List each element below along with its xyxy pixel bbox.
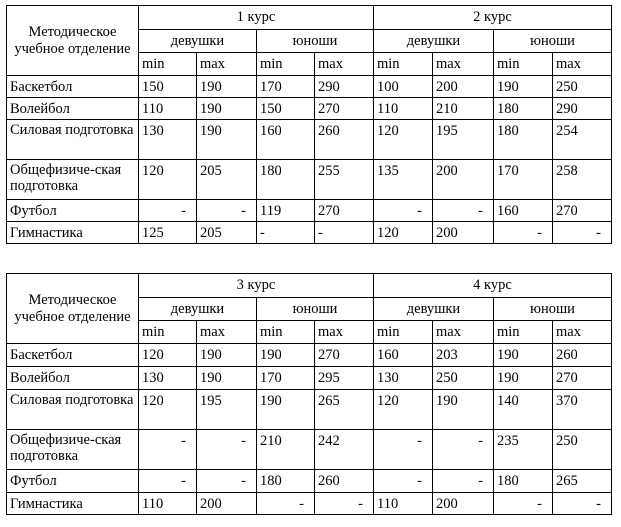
value-cell: -: [139, 200, 197, 222]
department-name: Баскетбол: [7, 344, 139, 367]
value-cell: 130: [139, 367, 197, 390]
value-cell: 180: [257, 470, 315, 493]
value-cell: -: [433, 470, 494, 493]
value-cell: 258: [553, 160, 612, 200]
value-cell: 110: [139, 493, 197, 515]
value-cell: 190: [494, 344, 553, 367]
course-header: 1 курс: [139, 6, 374, 30]
value-cell: 195: [433, 120, 494, 160]
value-cell: 290: [553, 98, 612, 120]
value-cell: 110: [374, 98, 433, 120]
cropped-top-edge: [0, 0, 621, 4]
value-cell: -: [257, 222, 315, 244]
value-cell: -: [494, 493, 553, 515]
minmax-header: max: [433, 53, 494, 76]
value-cell: 255: [315, 160, 374, 200]
value-cell: 200: [433, 222, 494, 244]
value-cell: 254: [553, 120, 612, 160]
course-header: 3 курс: [139, 274, 374, 298]
department-name: Силовая подготовка: [7, 120, 139, 160]
value-cell: 120: [374, 222, 433, 244]
value-cell: 260: [315, 470, 374, 493]
value-cell: 190: [433, 390, 494, 430]
department-name: Волейбол: [7, 98, 139, 120]
minmax-header: max: [433, 321, 494, 344]
value-cell: 270: [553, 367, 612, 390]
value-cell: 210: [257, 430, 315, 470]
value-cell: 100: [374, 76, 433, 98]
value-cell: 190: [257, 344, 315, 367]
value-cell: 270: [315, 200, 374, 222]
value-cell: 270: [315, 344, 374, 367]
minmax-header: min: [139, 321, 197, 344]
value-cell: 135: [374, 160, 433, 200]
table-row: [7, 493, 612, 515]
minmax-header: min: [494, 53, 553, 76]
value-cell: -: [315, 222, 374, 244]
value-cell: 120: [139, 160, 197, 200]
minmax-header: max: [197, 321, 257, 344]
value-cell: 200: [197, 493, 257, 515]
value-cell: 205: [197, 160, 257, 200]
table-row: [7, 98, 612, 120]
table-row: [7, 76, 612, 98]
department-name: Футбол: [7, 470, 139, 493]
minmax-header: min: [257, 53, 315, 76]
table-row: [7, 430, 612, 470]
value-cell: -: [374, 470, 433, 493]
minmax-header: max: [315, 53, 374, 76]
value-cell: 260: [315, 120, 374, 160]
value-cell: 190: [197, 344, 257, 367]
table-row: [7, 470, 612, 493]
gender-header: юноши: [494, 298, 612, 321]
value-cell: -: [315, 493, 374, 515]
value-cell: 150: [139, 76, 197, 98]
value-cell: 190: [197, 76, 257, 98]
value-cell: 265: [553, 470, 612, 493]
value-cell: -: [197, 200, 257, 222]
value-cell: -: [139, 430, 197, 470]
table-row: [7, 222, 612, 244]
value-cell: 235: [494, 430, 553, 470]
table-row: [7, 390, 612, 430]
value-cell: 203: [433, 344, 494, 367]
value-cell: -: [197, 430, 257, 470]
value-cell: 260: [553, 344, 612, 367]
value-cell: 250: [433, 367, 494, 390]
value-cell: 180: [257, 160, 315, 200]
minmax-header: min: [374, 53, 433, 76]
value-cell: 242: [315, 430, 374, 470]
value-cell: 120: [139, 390, 197, 430]
value-cell: 200: [433, 160, 494, 200]
department-name: Общефизиче-ская подготовка: [7, 430, 139, 470]
value-cell: 125: [139, 222, 197, 244]
value-cell: 160: [374, 344, 433, 367]
department-name: Гимнастика: [7, 493, 139, 515]
value-cell: 170: [257, 367, 315, 390]
department-name: Футбол: [7, 200, 139, 222]
value-cell: -: [433, 430, 494, 470]
value-cell: 290: [315, 76, 374, 98]
gender-header: девушки: [374, 30, 494, 53]
value-cell: 170: [257, 76, 315, 98]
value-cell: 200: [433, 493, 494, 515]
course-header: 4 курс: [374, 274, 612, 298]
department-name: Волейбол: [7, 367, 139, 390]
value-cell: -: [257, 493, 315, 515]
norms-table-courses-1-2: [6, 5, 612, 244]
value-cell: 180: [494, 98, 553, 120]
value-cell: 190: [197, 98, 257, 120]
value-cell: 120: [374, 390, 433, 430]
value-cell: 190: [197, 120, 257, 160]
value-cell: 265: [315, 390, 374, 430]
gender-header: девушки: [139, 298, 257, 321]
value-cell: -: [374, 430, 433, 470]
value-cell: 180: [494, 470, 553, 493]
value-cell: 140: [494, 390, 553, 430]
value-cell: 200: [433, 76, 494, 98]
value-cell: -: [433, 200, 494, 222]
value-cell: 190: [494, 76, 553, 98]
department-name: Силовая подготовка: [7, 390, 139, 430]
table-row: [7, 367, 612, 390]
value-cell: 160: [257, 120, 315, 160]
value-cell: 270: [553, 200, 612, 222]
minmax-header: min: [374, 321, 433, 344]
value-cell: -: [553, 493, 612, 515]
value-cell: 190: [197, 367, 257, 390]
gender-header: девушки: [374, 298, 494, 321]
value-cell: 190: [494, 367, 553, 390]
value-cell: -: [374, 200, 433, 222]
corner-header: Методическое учебное отделение: [7, 274, 139, 344]
value-cell: 120: [139, 344, 197, 367]
department-name: Общефизиче-ская подготовка: [7, 160, 139, 200]
value-cell: 195: [197, 390, 257, 430]
value-cell: 160: [494, 200, 553, 222]
value-cell: 250: [553, 430, 612, 470]
value-cell: 180: [494, 120, 553, 160]
value-cell: 150: [257, 98, 315, 120]
gender-header: юноши: [257, 30, 374, 53]
minmax-header: max: [315, 321, 374, 344]
value-cell: -: [553, 222, 612, 244]
gender-header: юноши: [257, 298, 374, 321]
value-cell: 190: [257, 390, 315, 430]
value-cell: 130: [374, 367, 433, 390]
value-cell: 110: [139, 98, 197, 120]
value-cell: 210: [433, 98, 494, 120]
value-cell: 270: [315, 98, 374, 120]
value-cell: 250: [553, 76, 612, 98]
table-row: [7, 120, 612, 160]
minmax-header: max: [197, 53, 257, 76]
table-row: [7, 160, 612, 200]
minmax-header: min: [494, 321, 553, 344]
minmax-header: min: [139, 53, 197, 76]
value-cell: -: [197, 470, 257, 493]
course-header: 2 курс: [374, 6, 612, 30]
gender-header: девушки: [139, 30, 257, 53]
corner-header: Методическое учебное отделение: [7, 6, 139, 76]
minmax-header: max: [553, 321, 612, 344]
value-cell: 119: [257, 200, 315, 222]
value-cell: 130: [139, 120, 197, 160]
table-row: [7, 200, 612, 222]
department-name: Баскетбол: [7, 76, 139, 98]
table-row: [7, 344, 612, 367]
value-cell: -: [139, 470, 197, 493]
minmax-header: max: [553, 53, 612, 76]
minmax-header: min: [257, 321, 315, 344]
value-cell: 120: [374, 120, 433, 160]
value-cell: 370: [553, 390, 612, 430]
department-name: Гимнастика: [7, 222, 139, 244]
value-cell: 110: [374, 493, 433, 515]
norms-table-courses-3-4: [6, 273, 612, 515]
value-cell: 170: [494, 160, 553, 200]
value-cell: 295: [315, 367, 374, 390]
gender-header: юноши: [494, 30, 612, 53]
value-cell: 205: [197, 222, 257, 244]
value-cell: -: [494, 222, 553, 244]
